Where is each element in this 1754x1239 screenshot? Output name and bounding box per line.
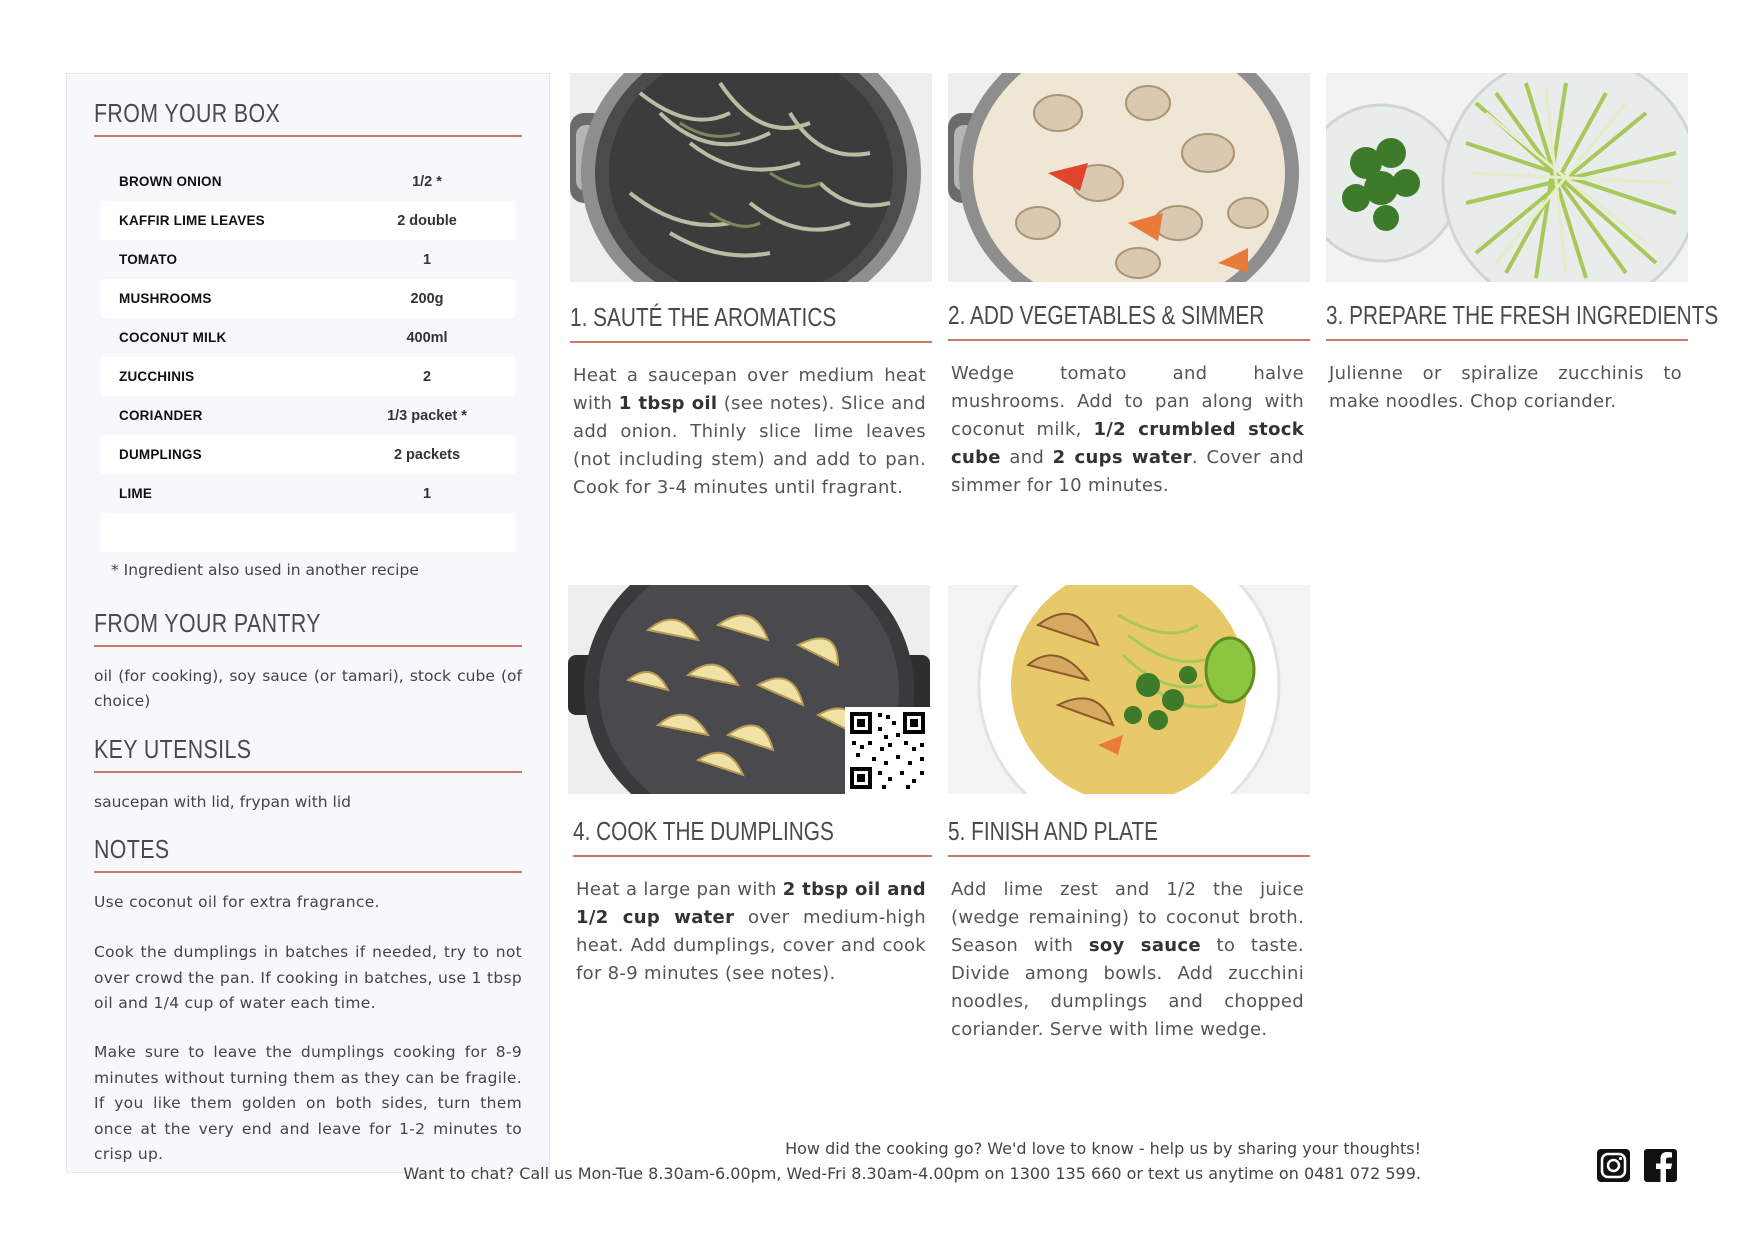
notes-heading: NOTES <box>94 834 170 864</box>
step-1-instructions <box>573 362 926 502</box>
heading-rule <box>94 135 522 137</box>
instruction-text: to taste. Divide among bowls. Add zucchini noodles, dumplings and chopped coriander. Serve with lime wedge. <box>951 935 1304 1040</box>
ingredient-row <box>101 201 515 240</box>
step-rule <box>570 341 932 343</box>
step-2-instructions <box>951 360 1304 500</box>
ingredient-row <box>101 396 515 435</box>
ingredient-qty: 400ml <box>406 329 448 346</box>
ingredient-name: DUMPLINGS <box>101 435 339 474</box>
step-3-instructions <box>1329 360 1682 416</box>
ingredient-qty: 1/2 * <box>412 173 442 190</box>
ingredient-name: ZUCCHINIS <box>101 357 339 396</box>
ingredient-name: CORIANDER <box>119 408 203 423</box>
step-2-title: 2. ADD VEGETABLES & SIMMER <box>948 300 1265 330</box>
instruction-text: Wedge tomato and halve mushrooms. Add to pan along with coconut milk, <box>951 363 1304 440</box>
ingredient-name: KAFFIR LIME LEAVES <box>101 201 339 240</box>
step-4-title: 4. COOK THE DUMPLINGS <box>573 816 834 846</box>
ingredient-qty: 1 <box>422 251 432 268</box>
ingredient-qty: 1/3 packet * <box>387 407 467 424</box>
step1-photo <box>570 73 932 282</box>
step-rule <box>1326 339 1688 341</box>
instagram-icon[interactable] <box>1596 1148 1631 1183</box>
step-5-title: 5. FINISH AND PLATE <box>948 816 1158 846</box>
ingredient-row <box>101 162 515 201</box>
ingredient-qty <box>339 513 515 552</box>
step-5-instructions <box>951 876 1304 1044</box>
ingredient-qty: 2 packets <box>339 435 515 474</box>
ingredient-qty: 200g <box>339 279 515 318</box>
bold-amount: soy sauce <box>1088 935 1201 956</box>
step3-photo <box>1326 73 1688 282</box>
ingredient-name: COCONUT MILK <box>119 330 227 345</box>
footer-feedback-line: How did the cooking go? We'd love to know - help us by sharing your thoughts! <box>785 1139 1421 1158</box>
instruction-text: over medium-high heat. Add dumplings, cover and cook for 8-9 minutes (see notes). <box>576 907 927 984</box>
step-rule <box>948 855 1310 857</box>
heading-rule <box>94 871 522 873</box>
step-rule <box>573 855 932 857</box>
pantry-text: oil (for cooking), soy sauce (or tamari), stock cube (of choice) <box>94 667 522 710</box>
bold-amount: 1 tbsp oil <box>618 393 718 414</box>
step-rule <box>948 339 1310 341</box>
note-paragraph: Cook the dumplings in batches if needed, try to not over crowd the pan. If cooking in batches, use 1 tbsp oil and 1/4 cup of water each time. <box>94 943 522 1012</box>
qr-code <box>845 707 930 794</box>
ingredient-row <box>101 357 515 396</box>
footnote: * Ingredient also used in another recipe <box>111 561 419 579</box>
instruction-text: Add lime zest and 1/2 the juice (wedge remaining) to coconut broth. Season with <box>951 879 1304 956</box>
ingredient-name <box>101 513 339 552</box>
note-paragraph: Make sure to leave the dumplings cooking for 8-9 minutes without turning them as they can be fragile. If you like them golden on both sides, turn them once at the very end and leave for 1-2 minutes to crisp up. <box>94 1043 522 1163</box>
pantry-heading: FROM YOUR PANTRY <box>94 608 321 638</box>
ingredient-row <box>101 279 515 318</box>
heading-rule <box>94 771 522 773</box>
step-1-title: 1. SAUTÉ THE AROMATICS <box>570 302 837 332</box>
utensils-heading: KEY UTENSILS <box>94 734 252 764</box>
step5-photo <box>948 585 1310 794</box>
ingredient-qty: 2 <box>339 357 515 396</box>
bold-amount: 2 cups water <box>1052 447 1192 468</box>
step4-photo <box>568 585 930 794</box>
utensils-text: saucepan with lid, frypan with lid <box>94 793 352 811</box>
bold-amount: 1/2 crumbled stock cube <box>951 419 1304 468</box>
ingredient-row <box>101 318 515 357</box>
from-your-box-heading: FROM YOUR BOX <box>94 98 281 128</box>
ingredient-row <box>101 240 515 279</box>
ingredients-panel <box>66 73 550 1173</box>
ingredient-table <box>101 162 515 552</box>
instruction-text: and <box>1000 447 1053 468</box>
facebook-icon[interactable] <box>1643 1148 1678 1183</box>
ingredient-row <box>101 474 515 513</box>
ingredient-row <box>101 435 515 474</box>
heading-rule <box>94 645 522 647</box>
instruction-text: (see notes). Slice and add onion. Thinly slice lime leaves (not including stem) and add to pan. Cook for 3-4 minutes until fragrant. <box>573 393 926 498</box>
instruction-text: Heat a large pan with <box>576 879 783 900</box>
ingredient-name: MUSHROOMS <box>101 279 339 318</box>
ingredient-name: BROWN ONION <box>119 174 222 189</box>
ingredient-qty: 1 <box>422 485 432 502</box>
instruction-text: Heat a saucepan over medium heat with <box>573 365 926 414</box>
ingredient-name: LIME <box>119 486 153 501</box>
bold-amount: 2 tbsp oil and 1/2 cup water <box>576 879 926 928</box>
instruction-text: . Cover and simmer for 10 minutes. <box>951 447 1304 496</box>
instruction-text: Julienne or spiralize zucchinis to make noodles. Chop coriander. <box>1329 363 1682 412</box>
footer-contact-line: Want to chat? Call us Mon-Tue 8.30am-6.00pm, Wed-Fri 8.30am-4.00pm on 1300 135 660 or text us anytime on 0481 072 599. <box>403 1164 1421 1183</box>
step-4-instructions <box>576 876 926 988</box>
ingredient-name: TOMATO <box>119 252 178 267</box>
note-paragraph: Use coconut oil for extra fragrance. <box>94 893 380 911</box>
ingredient-row <box>101 513 515 552</box>
ingredient-qty: 2 double <box>339 201 515 240</box>
step2-photo <box>948 73 1310 282</box>
step-3-title: 3. PREPARE THE FRESH INGREDIENTS <box>1326 300 1719 330</box>
